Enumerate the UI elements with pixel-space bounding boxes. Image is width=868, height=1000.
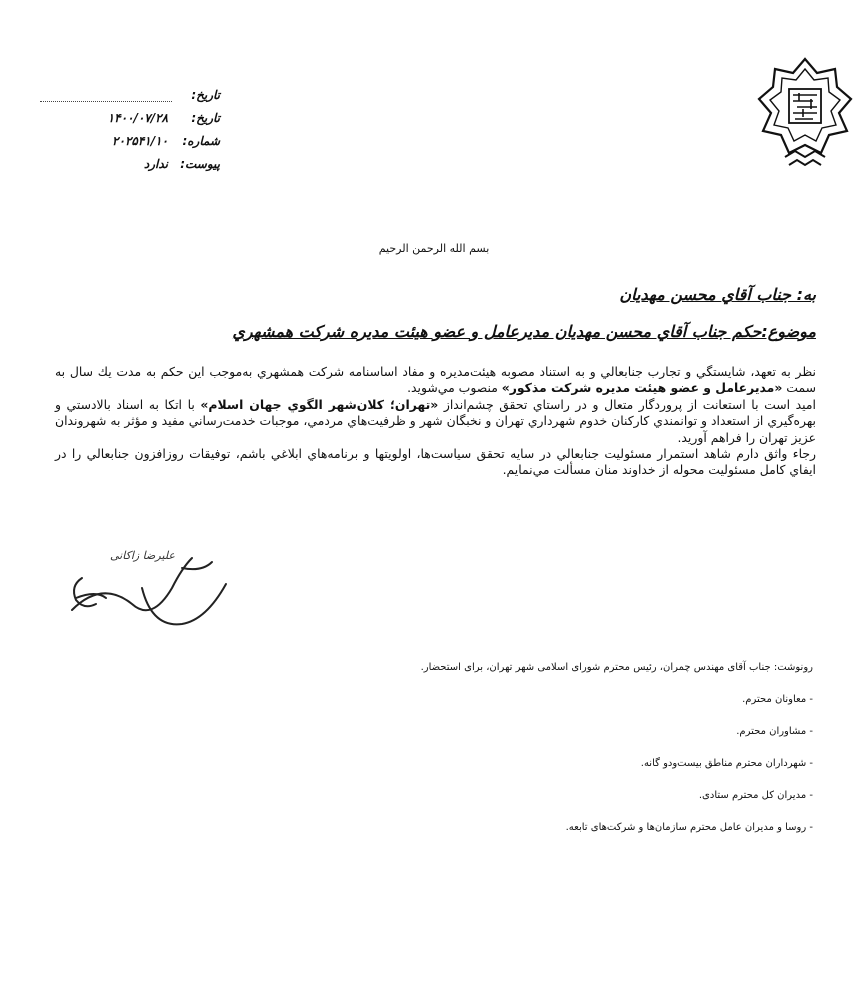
- cc-section: [393, 662, 813, 854]
- letter-meta: [40, 88, 220, 180]
- date-label: تاریخ:: [191, 88, 220, 102]
- letter-body: [55, 364, 816, 479]
- municipality-emblem: [755, 55, 855, 175]
- number-label: شماره:: [182, 134, 220, 148]
- signature-image: [62, 548, 247, 638]
- signatory-name: علیرضا زاکانی: [110, 549, 175, 562]
- body-bold-text: «تهران؛ کلان‌شهر الگوي جهان اسلام»: [200, 396, 439, 412]
- attachment-label: پیوست:: [180, 157, 220, 171]
- body-text: منصوب مي‌شويد.: [407, 380, 502, 396]
- body-text: با اتکا به اسناد بالادستي و بهره‌گيري از استعداد و توانمندي كاركنان خدوم شهرداري تهران و نخبگان شهر و ظرفيت‌هاي مردمي، موجبات خدمت‌رساني مفيد و مؤثر به شهروندان عزيز تهران را فراهم آوريد.: [55, 396, 816, 445]
- cc-item: - روسا و مدیران عامل محترم سازمان‌ها و شرکت‌های تابعه.: [565, 822, 813, 833]
- cc-item: - شهرداران محترم مناطق بیست‌ودو گانه.: [640, 758, 813, 769]
- dotted-line: [40, 101, 172, 102]
- bismillah: بسم الله الرحمن الرحيم: [378, 242, 490, 255]
- date-row: [40, 88, 220, 111]
- number-row: [40, 134, 220, 157]
- body-text: نظر به تعهد، شايستگي و تجارب جنابعالي و به استناد مصوبه هيئت‌مديره و مفاد اساسنامه شرکت همشهري به‌موجب اين حکم به مدت يك سال به سمت: [55, 364, 816, 396]
- cc-item: - معاونان محترم.: [742, 694, 813, 705]
- body-paragraph-2: [55, 397, 816, 446]
- date-value-row: [40, 111, 220, 134]
- subject-line: موضوع:حکم جناب آقاي محسن مهديان مديرعامل و عضو هيئت مديره شرکت همشهري: [232, 322, 816, 341]
- cc-item: - مشاوران محترم.: [736, 726, 813, 737]
- date-label-2: تاریخ:: [191, 111, 220, 125]
- attachment-row: [40, 157, 220, 180]
- body-paragraph-3: رجاء واثق دارم شاهد استمرار مسئوليت جنابعالي در سايه تحقق سياست‌ها، اولويتها و برنامه‌هاي ابلاغي باشم، توفيقات روزافزون جنابعالي را در ايفاي كامل مسئوليت محوله از خداوند منان مسألت مي‌نمايم.: [55, 446, 816, 478]
- attachment-value: ندارد: [143, 157, 168, 171]
- body-paragraph-1: [55, 364, 816, 397]
- cc-heading: رونوشت: جناب آقای مهندس چمران، رئیس محترم شورای اسلامی شهر تهران، برای استحضار.: [420, 662, 813, 673]
- date-value: ۱۴۰۰/۰۷/۲۸: [107, 111, 168, 125]
- body-bold-text: «مديرعامل و عضو هيئت مديره شرکت مذکور»: [501, 380, 783, 396]
- recipient-line: به: جناب آقاي محسن مهديان: [619, 285, 816, 304]
- body-text: اميد است با استعانت از پروردگار متعال و در راستاي تحقق چشم‌انداز: [438, 396, 816, 412]
- cc-item: - مدیران کل محترم ستادی.: [698, 790, 813, 801]
- number-value: ۲۰۲۵۴۱/۱۰: [112, 134, 168, 148]
